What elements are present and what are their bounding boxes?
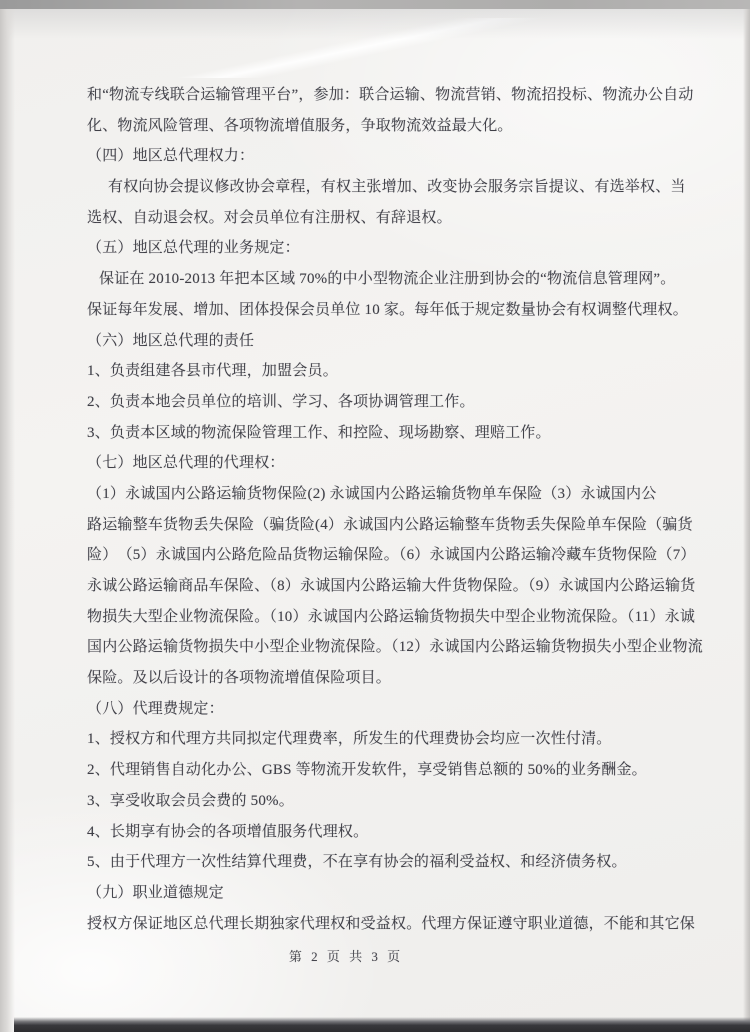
- document-line: 3、享受收取会员会费的 50%。: [87, 792, 294, 809]
- scanner-edge-top-shadow: [0, 9, 750, 39]
- document-line: 保证每年发展、增加、团体投保会员单位 10 家。每年低于规定数量协会有权调整代理权。: [87, 301, 688, 318]
- document-line: 2、负责本地会员单位的培训、学习、各项协调管理工作。: [87, 393, 475, 410]
- document-line: 化、物流风险管理、各项物流增值服务，争取物流效益最大化。: [87, 117, 513, 134]
- document-content: [87, 80, 717, 939]
- document-line: （四）地区总代理权力：: [87, 148, 255, 165]
- document-line: 1、授权方和代理方共同拟定代理费率，所发生的代理费协会均应一次性付清。: [87, 731, 612, 748]
- document-line: 授权方保证地区总代理长期独家代理权和受益权。代理方保证遵守职业道德，不能和其它保: [87, 915, 696, 932]
- document-lines: [87, 80, 717, 939]
- page-number: 第 2 页 共 3 页: [288, 949, 404, 964]
- scanner-edge-top: [0, 0, 750, 9]
- document-line: 4、长期享有协会的各项增值服务代理权。: [87, 823, 369, 840]
- document-line: （1）永诚国内公路运输货物保险(2) 永诚国内公路运输货物单车保险（3）永诚国内公: [87, 485, 657, 502]
- document-line: （八）代理费规定：: [87, 700, 224, 717]
- document-line: 和“物流专线联合运输管理平台”，参加：联合运输、物流营销、物流招投标、物流办公自动: [87, 87, 694, 103]
- document-line: 保险。及以后设计的各项物流增值保险项目。: [87, 670, 392, 687]
- document-line: 5、由于代理方一次性结算代理费，不在享有协会的福利受益权、和经济债务权。: [87, 854, 627, 871]
- document-line: 3、负责本区域的物流保险管理工作、和控险、现场勘察、理赔工作。: [87, 424, 551, 441]
- document-line: 险） （5）永诚国内公路危险品货物运输保险。（6）永诚国内公路运输冷藏车货物保险（7）: [87, 547, 696, 564]
- document-line: （九）职业道德规定: [87, 884, 224, 901]
- document-line: （六）地区总代理的责任: [87, 332, 255, 349]
- document-line: 1、负责组建各县市代理，加盟会员。: [87, 363, 338, 380]
- document-line: （七）地区总代理的代理权：: [87, 455, 285, 472]
- document-line: 选权、自动退会权。对会员单位有注册权、有辞退权。: [87, 209, 452, 226]
- document-line: 保证在 2010-2013 年把本区域 70%的中小型物流企业注册到协会的“物流信息管理网”。: [99, 271, 676, 288]
- document-line: 2、代理销售自动化办公、GBS 等物流开发软件，享受销售总额的 50%的业务酬金。: [87, 762, 647, 779]
- scanner-edge-bottom: [14, 1017, 750, 1032]
- document-line: 永诚公路运输商品车保险、（8）永诚国内公路运输大件货物保险。（9）永诚国内公路运输货: [87, 578, 696, 594]
- document-line: （五）地区总代理的业务规定：: [87, 240, 300, 257]
- scanner-edge-left: [0, 9, 15, 1032]
- document-line: 路运输整车货物丢失保险（骗货险(4）永诚国内公路运输整车货物丢失保险单车保险（骗货: [87, 516, 693, 533]
- document-line: 有权向协会提议修改协会章程，有权主张增加、改变协会服务宗旨提议、有选举权、当: [108, 179, 686, 196]
- scanner-edge-right: [743, 9, 750, 1032]
- document-line: 物损失大型企业物流保险。（10）永诚国内公路运输货物损失中型企业物流保险。（11）永诚: [87, 608, 696, 625]
- document-line: 国内公路运输货物损失中小型企业物流保险。（12）永诚国内公路运输货物损失小型企业物流: [87, 639, 703, 656]
